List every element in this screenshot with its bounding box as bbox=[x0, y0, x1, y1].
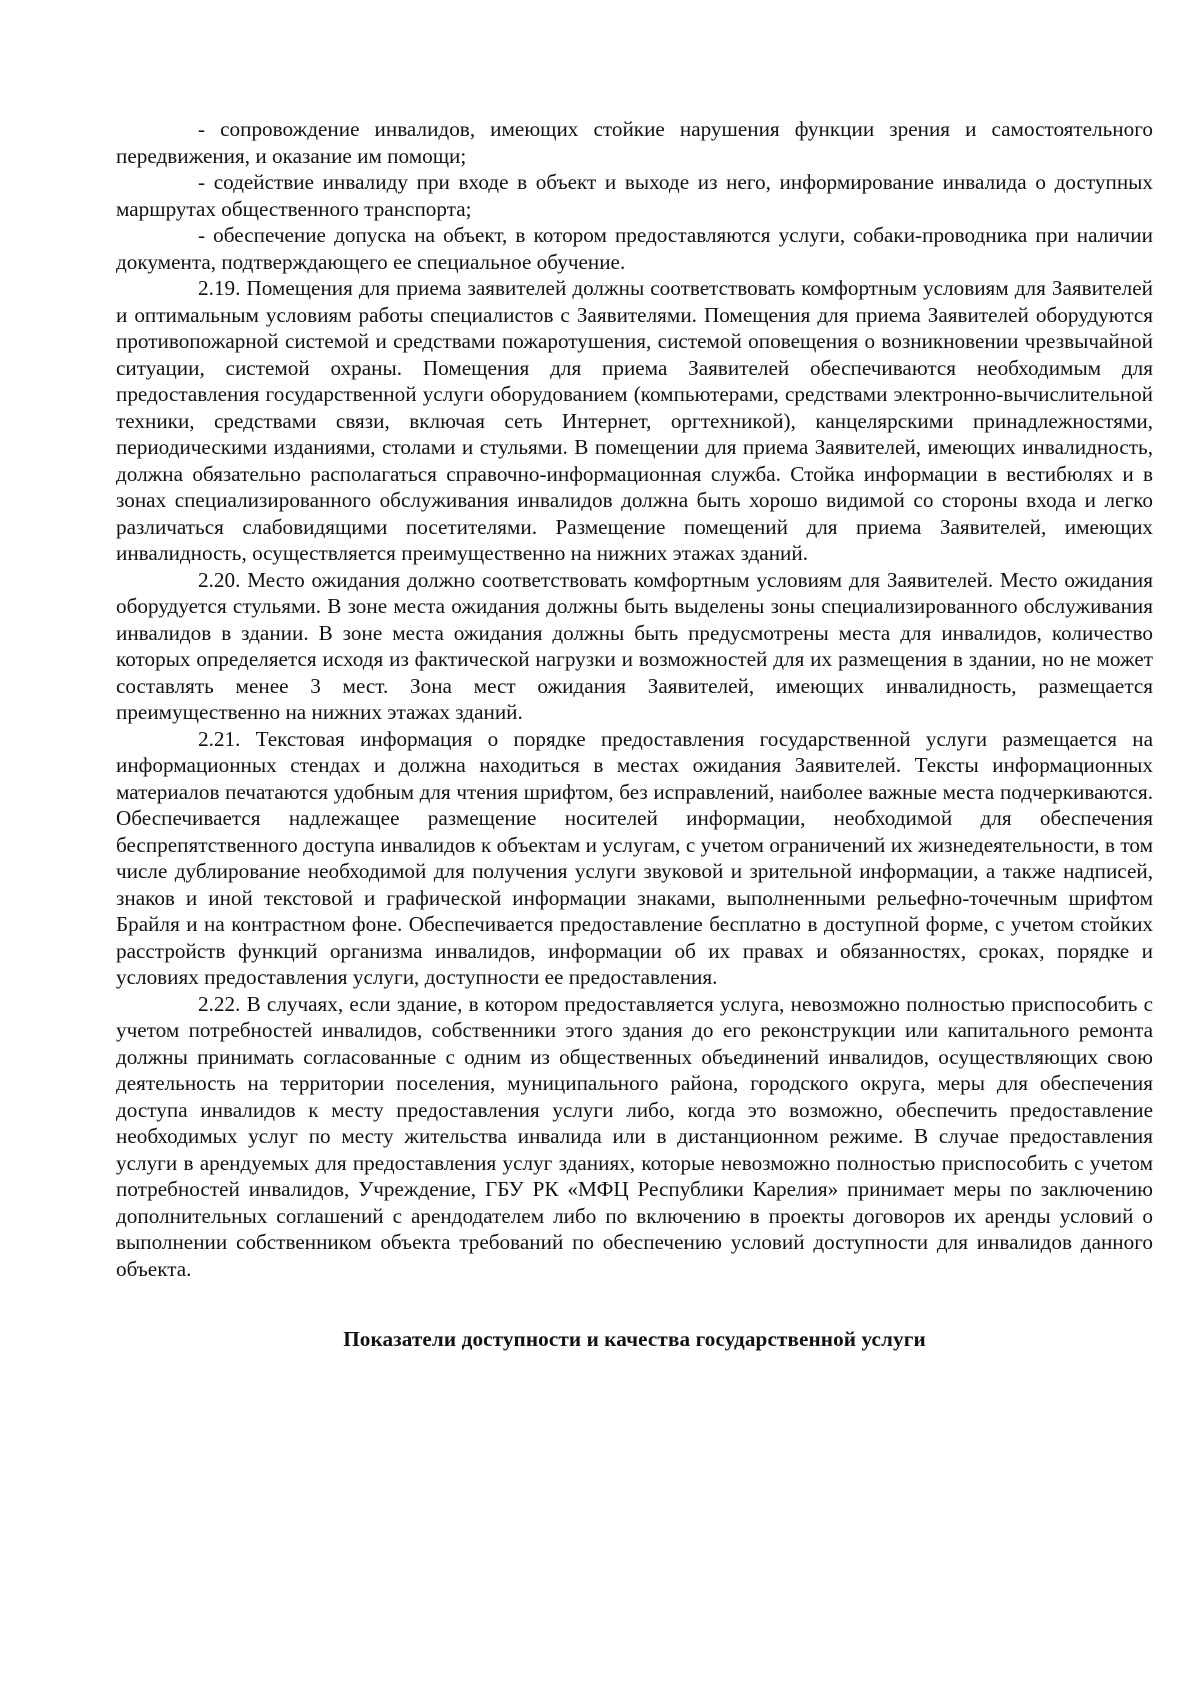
paragraph-2-21-text-information: 2.21. Текстовая информация о порядке предоставления государственной услуги размещается на информационных стендах и должна находиться в местах ожидания Заявителей. Тексты информационных материалов печатаются удобным для чтения шрифтом, без исправлений, наиболее важные места подчеркиваются. Обеспечивается надлежащее размещение носителей информации, необходимой для обеспечения беспрепятственного доступа инвалидов к объектам и услугам, с учетом ограничений их жизнедеятельности, в том числе дублирование необходимой для получения услуги звуковой и зрительной информации, а также надписей, знаков и иной текстовой и графической информации знаками, выполненными рельефно-точечным шрифтом Брайля и на контрастном фоне. Обеспечивается предоставление бесплатно в доступной форме, с учетом стойких расстройств функций организма инвалидов, информации об их правах и обязанностях, сроках, порядке и условиях предоставления услуги, доступности ее предоставления. bbox=[116, 726, 1153, 989]
paragraph-guide-dog-access: - обеспечение допуска на объект, в котором предоставляются услуги, собаки-проводника при наличии документа, подтверждающего ее специальное обучение. bbox=[116, 223, 1153, 274]
paragraph-2-20-waiting-area: 2.20. Место ожидания должно соответствовать комфортным условиям для Заявителей. Место ожидания оборудуется стульями. В зоне места ожидания должны быть выделены зоны специализированного обслуживания инвалидов в здании. В зоне места ожидания должны быть предусмотрены места для инвалидов, количество которых определяется исходя из фактической нагрузки и возможностей для их размещения в здании, но не может составлять менее 3 мест. Зона мест ожидания Заявителей, имеющих инвалидность, размещается преимущественно на нижних этажах зданий. bbox=[116, 567, 1153, 724]
paragraph-2-22-building-adaptation: 2.22. В случаях, если здание, в котором предоставляется услуга, невозможно полностью приспособить с учетом потребностей инвалидов, собственники этого здания до его реконструкции или капитального ремонта должны принимать согласованные с одним из общественных объединений инвалидов, осуществляющих свою деятельность на территории поселения, муниципального района, городского округа, меры для обеспечения доступа инвалидов к месту предоставления услуги либо, когда это возможно, обеспечить предоставление необходимых услуг по месту жительства инвалида или в дистанционном режиме. В случае предоставления услуги в арендуемых для предоставления услуг зданиях, которые невозможно полностью приспособить с учетом потребностей инвалидов, Учреждение, ГБУ РК «МФЦ Республики Карелия» принимает меры по заключению дополнительных соглашений с арендодателем либо по включению в проекты договоров их аренды условий о выполнении собственником объекта требований по обеспечению условий доступности для инвалидов данного объекта. bbox=[116, 991, 1153, 1281]
paragraph-escort-disabled: - сопровождение инвалидов, имеющих стойкие нарушения функции зрения и самостоятельного передвижения, и оказание им помощи; bbox=[116, 117, 1153, 168]
paragraph-entry-assistance: - содействие инвалиду при входе в объект и выходе из него, информирование инвалида о доступных маршрутах общественного транспорта; bbox=[116, 170, 1153, 221]
section-heading: Показатели доступности и качества государственной услуги bbox=[343, 1327, 926, 1351]
paragraph-2-19-premises: 2.19. Помещения для приема заявителей должны соответствовать комфортным условиям для Заявителей и оптимальным условиям работы специалистов с Заявителями. Помещения для приема Заявителей оборудуются противопожарной системой и средствами пожаротушения, системой оповещения о возникновении чрезвычайной ситуации, системой охраны. Помещения для приема Заявителей обеспечиваются необходимым для предоставления государственной услуги оборудованием (компьютерами, средствами электронно-вычислительной техники, средствами связи, включая сеть Интернет, оргтехникой), канцелярскими принадлежностями, периодическими изданиями, столами и стульями. В помещении для приема Заявителей, имеющих инвалидность, должна обязательно располагаться справочно-информационная служба. Стойка информации в вестибюлях и в зонах специализированного обслуживания инвалидов должна быть хорошо видимой со стороны входа и легко различаться слабовидящими посетителями. Размещение помещений для приема Заявителей, имеющих инвалидность, осуществляется преимущественно на нижних этажах зданий. bbox=[116, 276, 1153, 565]
document-body bbox=[116, 116, 1153, 1353]
